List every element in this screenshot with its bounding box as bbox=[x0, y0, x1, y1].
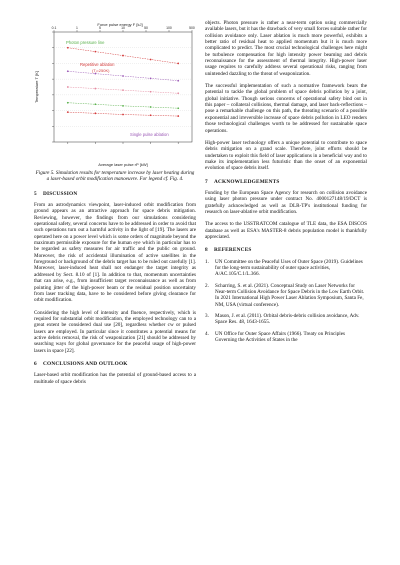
reference-item: 4. UN Office for Outer Space Affairs (1966). Treaty on Principles Governing the Activities of States in the bbox=[205, 330, 346, 344]
section-heading-references: 8 REFERENCES bbox=[205, 247, 252, 254]
series-line bbox=[68, 87, 178, 93]
top-tick-label: 10 bbox=[121, 26, 125, 30]
top-tick-label: 1 bbox=[76, 26, 78, 30]
figure-5 bbox=[34, 20, 196, 168]
top-tick-label: 50 bbox=[144, 26, 148, 30]
conclusions-paragraph-cont: objects. Photon pressure is rather a near-term option using commercially available lasers, but it has the drawback of very small forces suitable rather for collision avoidance only. Laser ablation is much more powerful, exhibits a better ratio of residual heat to applied momentum but it is much more complicated to predict. The most crucial technological challenges here might be turbulence compensation for high intensity power beaming and debris reconnaissance for the assessment of thermal integrity. High-power laser usage requires to carefully address several operational risks, ranging from unintended dazzling to the threat of weaponization. bbox=[205, 20, 367, 77]
series-point bbox=[177, 92, 179, 94]
repetitive-ablation-annotation: Repetitive ablation bbox=[80, 62, 115, 67]
discussion-paragraph-2: Considering the high level of intensity and fluence, respectively, which is required for substantial orbit modification, the employed technology can to a great extent be considered dual use [20], regardless whether cw or pulsed lasers are employed. In particular since it constitutes a potential means for active debris removal, the risk of weaponization [21] should be addressed by searching ways for global governance for the peaceful usage of high-power lasers in space [22]. bbox=[34, 309, 196, 354]
series-point bbox=[177, 107, 179, 109]
top-tick-label: 0.1 bbox=[51, 26, 57, 30]
photon-pressure-annotation: Photon pressure line bbox=[66, 40, 105, 45]
single-pulse-annotation: Single pulse ablation bbox=[130, 132, 169, 137]
reference-item: 1. UN Committee on the Peaceful Uses of Outer Space (2019). Guidelines for the long-term sustainability of outer space activities, A/AC.105/C.1/L.366. bbox=[205, 258, 363, 278]
discussion-paragraph-1: From an astrodynamics viewpoint, laser-induced orbit modification from ground appears as an attractive approach for space debris mitigation. Reviewing, however, the findings from our simulations considering operational safety, several concerns have to be addressed in order to avoid that such operations turn out a harmful activity in the light of [19]. The lasers are operated here on a power level which is some orders of magnitude beyond the maximum permissible exposure for the human eye which in particular has to be regarded as safety measures for air traffic and the public on ground. Moreover, the risk of accidental illumination of active satellites in the foreground or background of the debris target has to be ruled out carefully [1]. Moreover, laser-induced heat shall not endanger the target integrity as addressed by Sect. 8.10 of [1]. In addition to that, momentum uncertainties that can arise, e.g., from insufficient target reconnaissance as well as from pointing jitter of the high-power beam or the residual position uncertainty from laser tracking data, have to be considered before giving clearance for orbit modification. bbox=[34, 202, 196, 304]
reference-item: 2. Scharring, S. et al. (2021). Conceptual Study on Laser Networks for Near-term Collision Avoidance for Space Debris in the Low Earth Orbit. In 2021 International High Power Laser Ablation Symposium, Santa Fe, NM, USA (virtual conference). bbox=[205, 282, 365, 308]
top-tick-label: 5 bbox=[99, 26, 101, 30]
conclusions-paragraph-start: Laser-based orbit modification has the potential of ground-based access to a multitude of space debris bbox=[34, 372, 196, 385]
ack-paragraph-1: Funding by the European Space Agency for research on collision avoidance using laser photon pressure under contract No. 4000127148/19/DCT is gratefully acknowledged as well as DLR-TP's institutional funding for research on laser-ablative orbit modification. bbox=[205, 189, 367, 215]
ack-paragraph-2: The access to the USSTRATCOM catalogue of TLE data, the ESA DISCOS database as well as ESA's MASTER-8 debris population model is thankfully appreciated. bbox=[205, 221, 367, 240]
x-axis-label: Average laser pulse rP [kW] bbox=[98, 162, 148, 167]
figure-caption: Figure 5. Simulation results for temperature increase by laser heating during a laser-based orbit modification manoeuvre. For legend cf. Fig. 4. bbox=[35, 170, 195, 183]
right-column bbox=[205, 20, 367, 348]
series-point bbox=[177, 115, 179, 117]
series-line bbox=[68, 71, 178, 80]
section-heading-conclusions: 6 CONCLUSIONS AND OUTLOOK bbox=[34, 360, 128, 367]
y-axis-label: Temperature T [K] bbox=[34, 71, 39, 103]
conclusions-paragraph-3: High-power laser technology offers a unique potential to contribute to space debris mitigation on a grand scale. Therefore, joint efforts should be undertaken to exploit this field of laser applications in a beneficial way and to make its implementation less futuristic than the onset of an exponential evolution of space debris itself. bbox=[205, 139, 367, 172]
top-axis-label: Force pulse energy F [kJ] bbox=[97, 22, 143, 27]
plot-frame bbox=[54, 32, 192, 142]
left-column bbox=[34, 20, 196, 391]
section-heading-discussion: 5 DISCUSSION bbox=[34, 190, 78, 197]
top-tick-label: 500 bbox=[189, 26, 195, 30]
conclusions-paragraph-2: The successful implementation of such a normative framework bears the potential to tackle the global problem of space debris pollution by a joint, global initiative. Though serious concerns of operational safety bind out in this paper – collateral collisions, thermal damage, and laser back-reflections – pose a remarkable challenge on this path, the threating scenario of a possible exponential and irreversible increase of space debris pollution in LEO renders those technological challenges worth to be addressed for sustainable space operations. bbox=[205, 83, 367, 134]
gamma-annotation: (Tⱼ=250K) bbox=[92, 68, 110, 73]
top-tick-label: 100 bbox=[166, 26, 172, 30]
section-heading-acknowledgements: 7 ACKNOWLEDGEMENTS bbox=[205, 178, 280, 185]
temperature-chart bbox=[34, 20, 196, 168]
reference-item: 3. Mason, J. et al. (2011). Orbital debris-debris collision avoidance, Adv. Space Res. 48, 1643-1655. bbox=[205, 313, 360, 326]
